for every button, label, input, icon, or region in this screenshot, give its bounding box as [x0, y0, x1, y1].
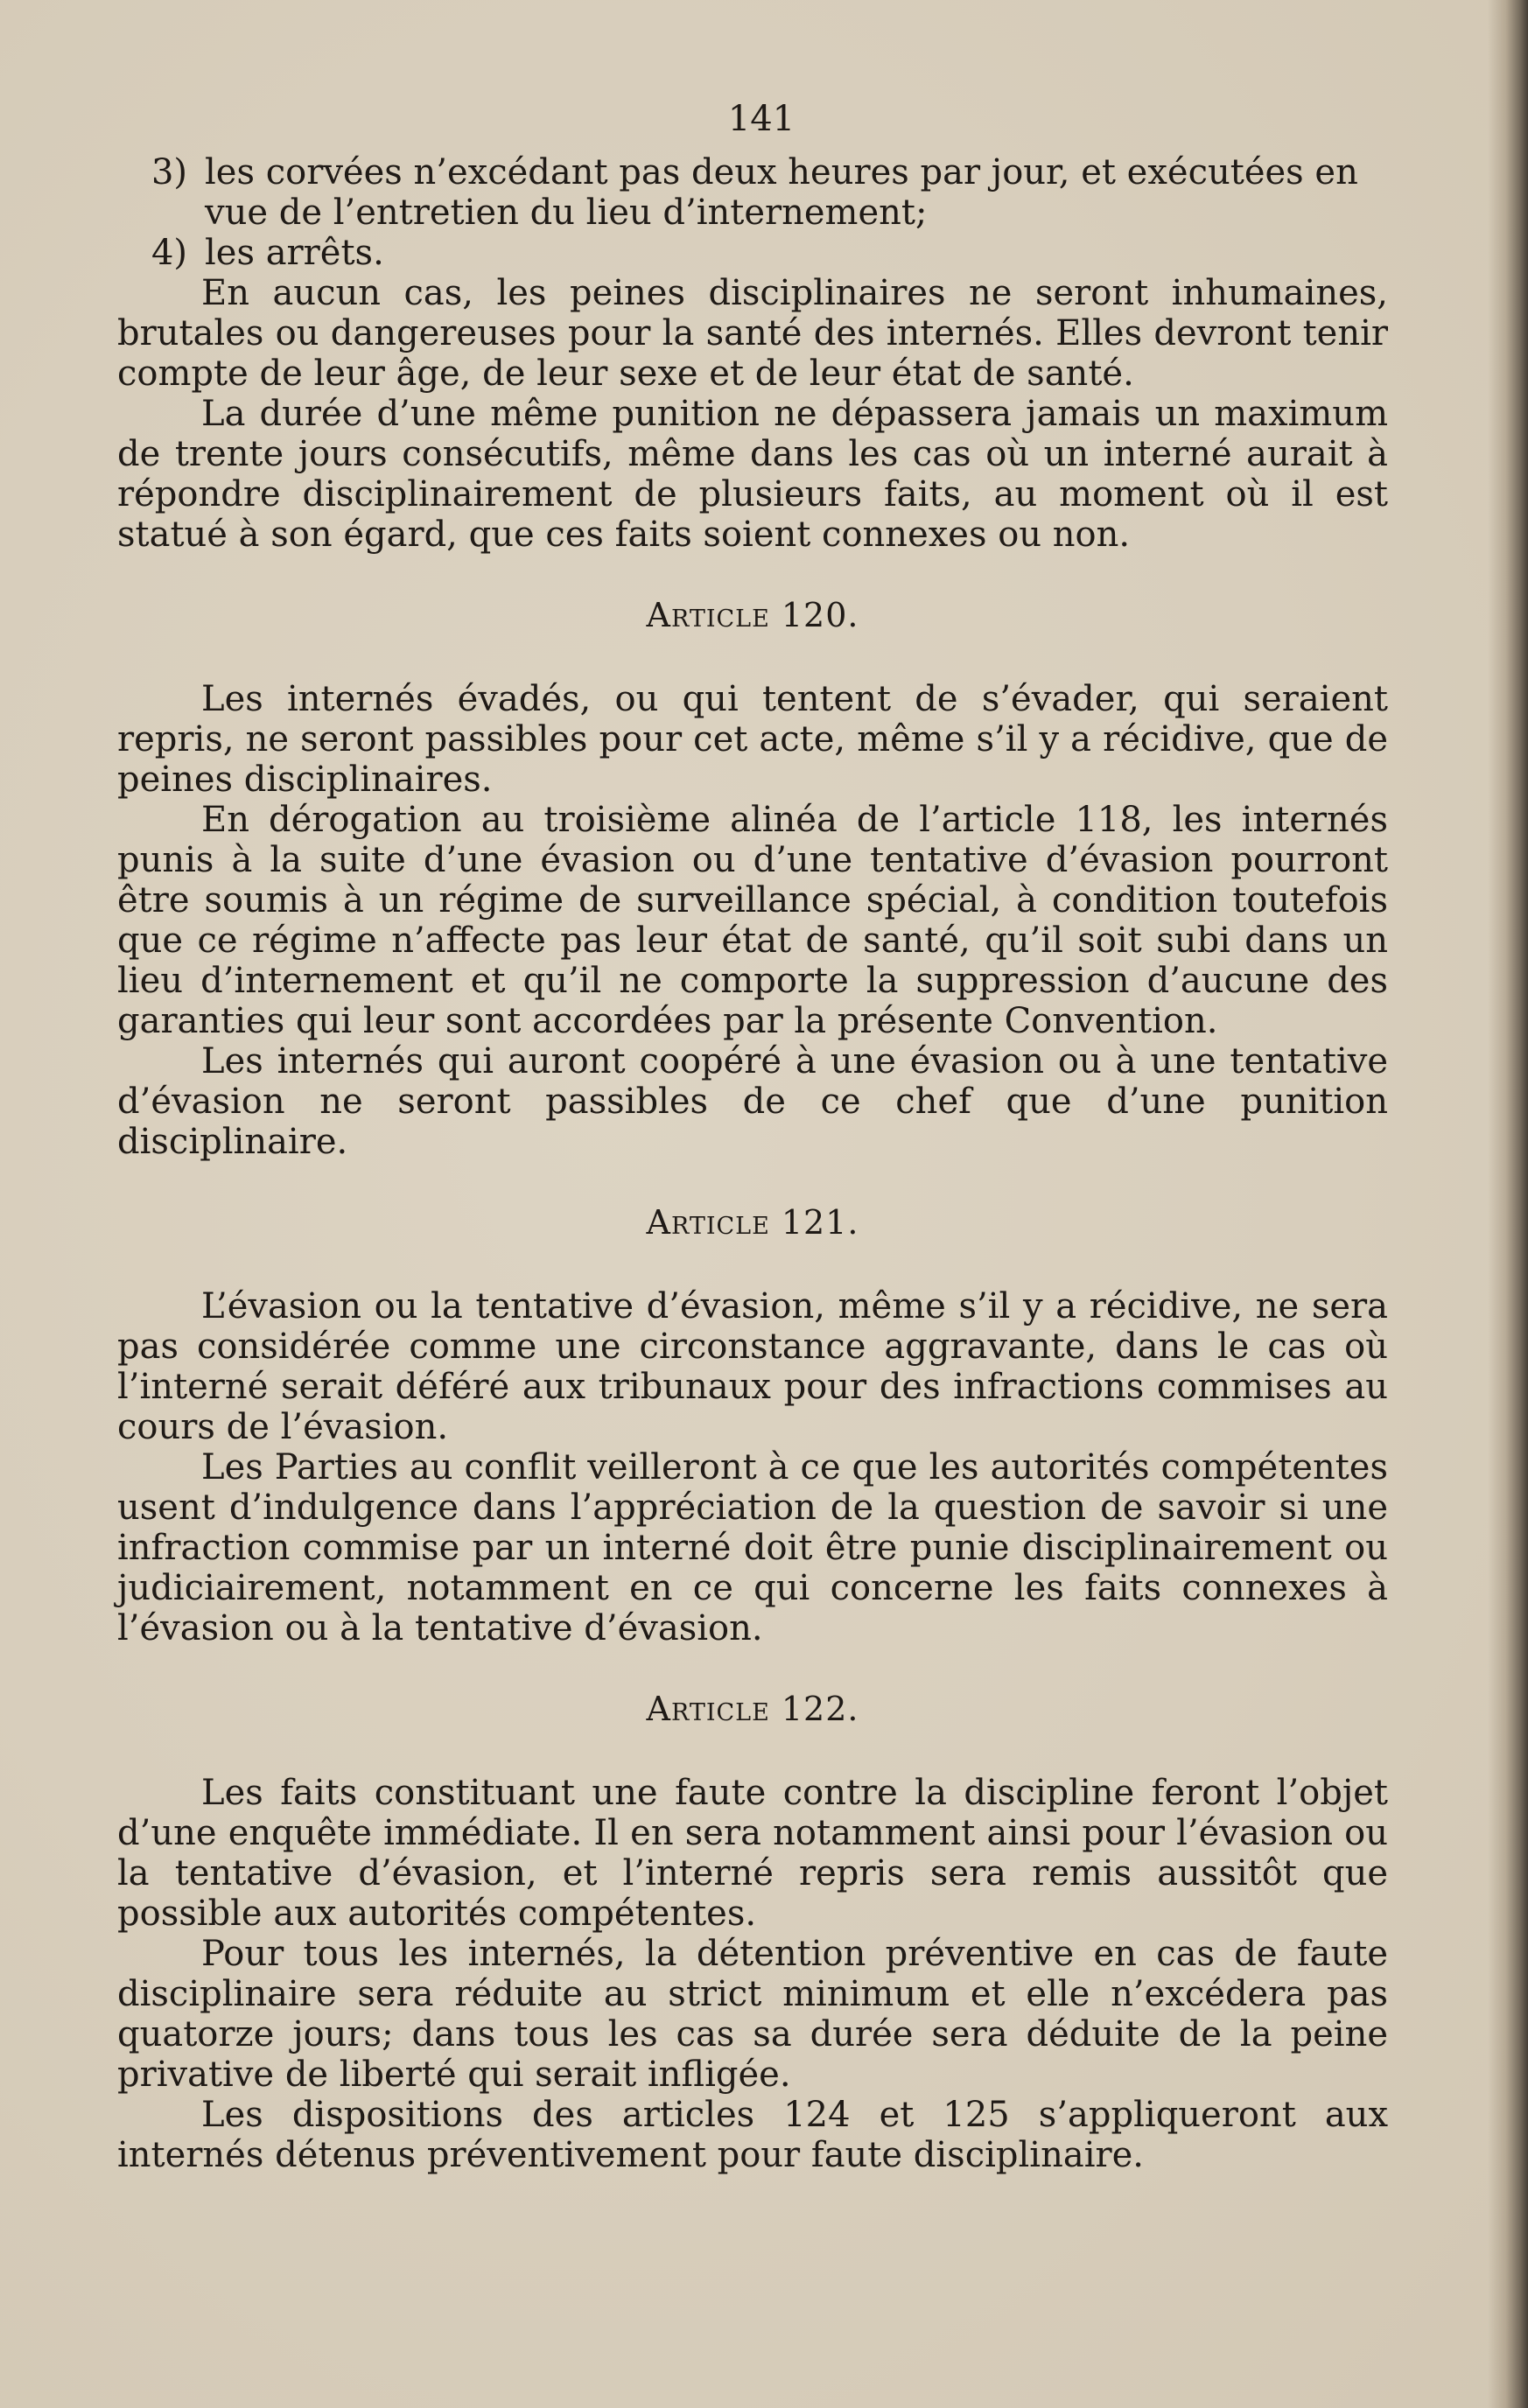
paragraph: En aucun cas, les peines disciplinaires ne seront inhumaines, brutales ou dangereuses pour la santé des internés. Elles devront tenir compte de leur âge, de leur sexe et de leur état de santé.	[117, 273, 1388, 394]
article-heading: Article 120.	[646, 596, 859, 634]
paragraph: L’évasion ou la tentative d’évasion, même s’il y a récidive, ne sera pas considérée comme une circonstance aggravante, dans le cas où l’interné serait déféré aux tribunaux pour des infractions commises au cours de l’évasion.	[117, 1286, 1388, 1447]
page-edge-shadow	[1488, 0, 1528, 2408]
paragraph: La durée d’une même punition ne dépassera jamais un maximum de trente jours consécutifs, même dans les cas où un interné aurait à répondre disciplinairement de plusieurs faits, au moment où il est statué à son égard, que ces faits soient connexes ou non.	[117, 394, 1388, 555]
paragraph: Les internés évadés, ou qui tentent de s’évader, qui seraient repris, ne seront passibles pour cet acte, même s’il y a récidive, que de peines disciplinaires.	[117, 679, 1388, 800]
article-heading: Article 121.	[646, 1203, 859, 1242]
article-heading: Article 122.	[646, 1690, 859, 1728]
paragraph: Les dispositions des articles 124 et 125 s’appliqueront aux internés détenus préventivement pour faute disciplinaire.	[117, 2095, 1388, 2175]
paragraph: Les Parties au conflit veilleront à ce que les autorités compétentes usent d’indulgence dans l’appréciation de la question de savoir si une infraction commise par un interné doit être punie disciplinairement ou judiciairement, notamment en ce qui concerne les faits connexes à l’évasion ou à la tentative d’évasion.	[117, 1447, 1388, 1648]
paragraph: Les faits constituant une faute contre la discipline feront l’objet d’une enquête immédiate. Il en sera notamment ainsi pour l’évasion ou la tentative d’évasion, et l’interné repris sera remis aussitôt que possible aux autorités compétentes.	[117, 1773, 1388, 1934]
list-item-number: 3)	[151, 152, 187, 192]
list-item	[117, 233, 1388, 273]
list-item-number: 4)	[151, 233, 187, 273]
list-item-text: les corvées n’excédant pas deux heures par jour, et exécutées en vue de l’entretien du lieu d’internement;	[205, 152, 1358, 233]
paragraph: En dérogation au troisième alinéa de l’article 118, les internés punis à la suite d’une évasion ou d’une tentative d’évasion pourront être soumis à un régime de surveillance spécial, à condition toutefois que ce régime n’affecte pas leur état de santé, qu’il soit subi dans un lieu d’internement et qu’il ne comporte la suppression d’aucune des garanties qui leur sont accordées par la présente Convention.	[117, 800, 1388, 1041]
page-content	[117, 96, 1388, 2175]
punishment-list	[117, 152, 1388, 273]
paragraph: Pour tous les internés, la détention préventive en cas de faute disciplinaire sera réduite au strict minimum et elle n’excédera pas quatorze jours; dans tous les cas sa durée sera déduite de la peine privative de liberté qui serait infligée.	[117, 1934, 1388, 2095]
list-item	[117, 152, 1388, 233]
paragraph: Les internés qui auront coopéré à une évasion ou à une tentative d’évasion ne seront passibles de ce chef que d’une punition disciplinaire.	[117, 1041, 1388, 1162]
page-number: 141	[727, 99, 796, 139]
list-item-text: les arrêts.	[205, 233, 384, 273]
